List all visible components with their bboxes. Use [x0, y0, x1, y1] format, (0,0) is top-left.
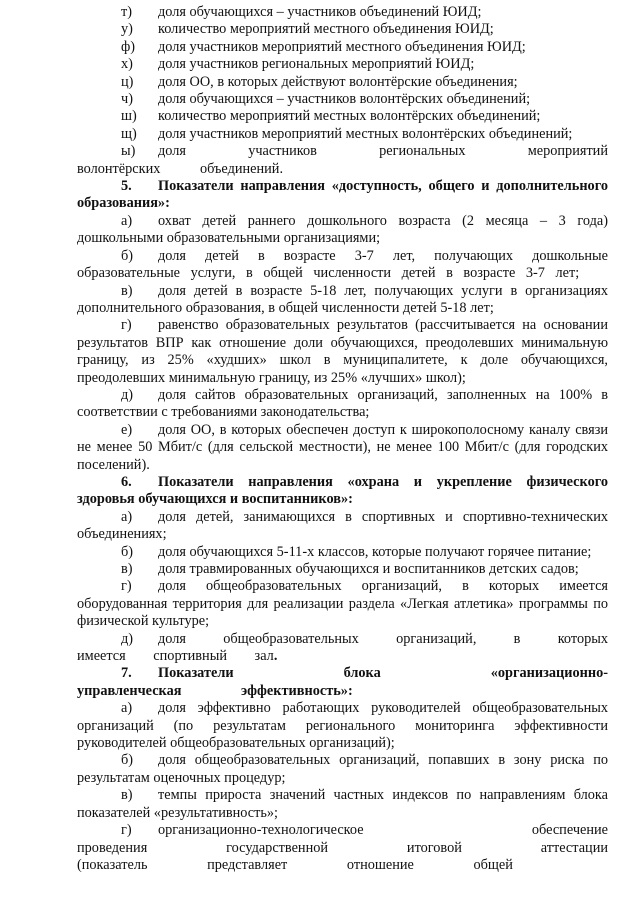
section-heading: [77, 474, 608, 509]
item-marker: г): [121, 822, 132, 839]
item-marker: ч): [121, 91, 133, 108]
section-number: 6.: [121, 473, 132, 490]
item-text: доля обучающихся – участников волонтёрских объединений;: [158, 91, 531, 108]
item-text: доля ОО, в которых действуют волонтёрские объединения;: [158, 73, 518, 90]
item-marker: ц): [121, 73, 134, 90]
item-marker: х): [121, 56, 133, 73]
item-marker: ы): [121, 143, 136, 160]
list-item: [77, 21, 608, 38]
list-item: [77, 56, 608, 73]
list-item: [77, 108, 608, 125]
list-item: [77, 387, 608, 422]
item-marker: щ): [121, 125, 137, 142]
list-item: [77, 822, 608, 874]
list-item: [77, 700, 608, 752]
section-colon: :: [165, 195, 170, 212]
item-text: доля сайтов образовательных организаций, заполненных на 100% в соответствии с требованиями законодательства;: [77, 386, 608, 421]
item-text: доля общеобразовательных организаций, в которых имеется спортивный зал: [77, 630, 608, 665]
item-text: доля эффективно работающих руководителей общеобразовательных организаций (по результатам регионального мониторинга эффективности руководителей общеобразовательных организаций);: [77, 700, 608, 752]
section-heading: [77, 665, 608, 700]
section-number: 5.: [121, 178, 132, 195]
item-text: доля общеобразовательных организаций, попавших в зону риска по результатам оценочных процедур;: [77, 752, 608, 786]
list-item: [77, 561, 608, 578]
item-text: доля общеобразовательных организаций, в которых имеется оборудованная территория для реализации раздела «Легкая атлетика» программы по физической культуре;: [77, 578, 608, 630]
item-marker: в): [121, 282, 133, 299]
section-colon: :: [348, 491, 353, 508]
list-item: [77, 578, 608, 630]
section-title: Показатели направления «охрана и укрепление физического здоровья обучающихся и воспитанников»: [77, 473, 608, 508]
item-marker: б): [121, 247, 134, 264]
item-text: доля участников мероприятий местных волонтёрских объединений;: [158, 125, 573, 142]
list-item: [77, 91, 608, 108]
item-text: доля участников региональных мероприятий волонтёрских объединений.: [77, 143, 608, 177]
section-number: 7.: [121, 665, 132, 682]
item-marker: у): [121, 21, 133, 38]
item-text: доля детей в возрасте 5-18 лет, получающих услуги в организациях дополнительного образования, в общей численности детей 5-18 лет;: [77, 282, 608, 316]
item-marker: г): [121, 317, 132, 334]
item-marker: д): [121, 386, 134, 403]
item-marker: т): [121, 4, 133, 20]
list-item: [77, 39, 608, 56]
section-heading: [77, 178, 608, 213]
item-text: доля ОО, в которых обеспечен доступ к широкополосному каналу связи не менее 50 Мбит/с (для сельской местности), не менее 100 Мбит/с (для городских поселений).: [77, 421, 608, 473]
list-item: [77, 752, 608, 787]
item-marker: ш): [121, 108, 137, 125]
item-marker: а): [121, 508, 133, 525]
list-item: [77, 126, 608, 143]
list-item: [77, 422, 608, 474]
list-item: [77, 248, 608, 283]
section-title: Показатели направления «доступность, общего и дополнительного образования»: [77, 178, 608, 212]
item-marker: а): [121, 700, 133, 717]
item-tail: .: [273, 648, 278, 665]
item-marker: г): [121, 578, 132, 595]
item-text: количество мероприятий местных волонтёрских объединений;: [158, 108, 541, 125]
list-item: [77, 74, 608, 91]
item-text: доля участников мероприятий местного объединения ЮИД;: [158, 38, 526, 55]
list-item: [77, 509, 608, 544]
section-title: Показатели блока «организационно-управленческая эффективность»: [77, 665, 608, 699]
item-text: количество мероприятий местного объединения ЮИД;: [158, 21, 494, 38]
item-text: равенство образовательных результатов (рассчитывается на основании результатов ВПР как отношение доли обучающихся, преодолевших минимальную границу, из 25% «худших» школ в муниципалитете, к доле обучающихся, преодолевших минимальную границу, из 25% «лучших» школ);: [77, 317, 608, 386]
item-text: доля обучающихся – участников объединений ЮИД;: [158, 4, 482, 20]
list-item: [77, 631, 608, 666]
section-colon: :: [347, 682, 353, 699]
item-text: доля обучающихся 5-11-х классов, которые получают горячее питание;: [158, 543, 592, 560]
item-text: доля детей в возрасте 3-7 лет, получающих дошкольные образовательные услуги, в общей численности детей в возрасте 3-7 лет;: [77, 247, 608, 282]
item-text: доля детей, занимающихся в спортивных и спортивно-технических объединениях;: [77, 508, 608, 543]
item-marker: в): [121, 787, 133, 804]
item-text: доля травмированных обучающихся и воспитанников детских садов;: [158, 561, 579, 577]
list-item: [77, 283, 608, 318]
list-item: [77, 4, 608, 21]
item-marker: б): [121, 543, 134, 560]
item-text: темпы прироста значений частных индексов по направлениям блока показателей «результативность»;: [77, 787, 608, 821]
item-marker: а): [121, 212, 133, 229]
item-marker: д): [121, 630, 134, 647]
item-marker: б): [121, 752, 134, 769]
list-item: [77, 787, 608, 822]
item-marker: е): [121, 421, 133, 438]
item-marker: ф): [121, 38, 136, 55]
list-item: [77, 544, 608, 561]
item-marker: в): [121, 561, 133, 577]
list-item: [77, 143, 608, 178]
list-item: [77, 213, 608, 248]
item-text: организационно-технологическое обеспечение проведения государственной итоговой аттестации (показатель представляет отношение общей: [77, 822, 608, 873]
item-text: доля участников региональных мероприятий ЮИД;: [158, 56, 475, 73]
list-item: [77, 317, 608, 387]
item-text: охват детей раннего дошкольного возраста (2 месяца – 3 года) дошкольными образовательными организациями;: [77, 212, 608, 247]
